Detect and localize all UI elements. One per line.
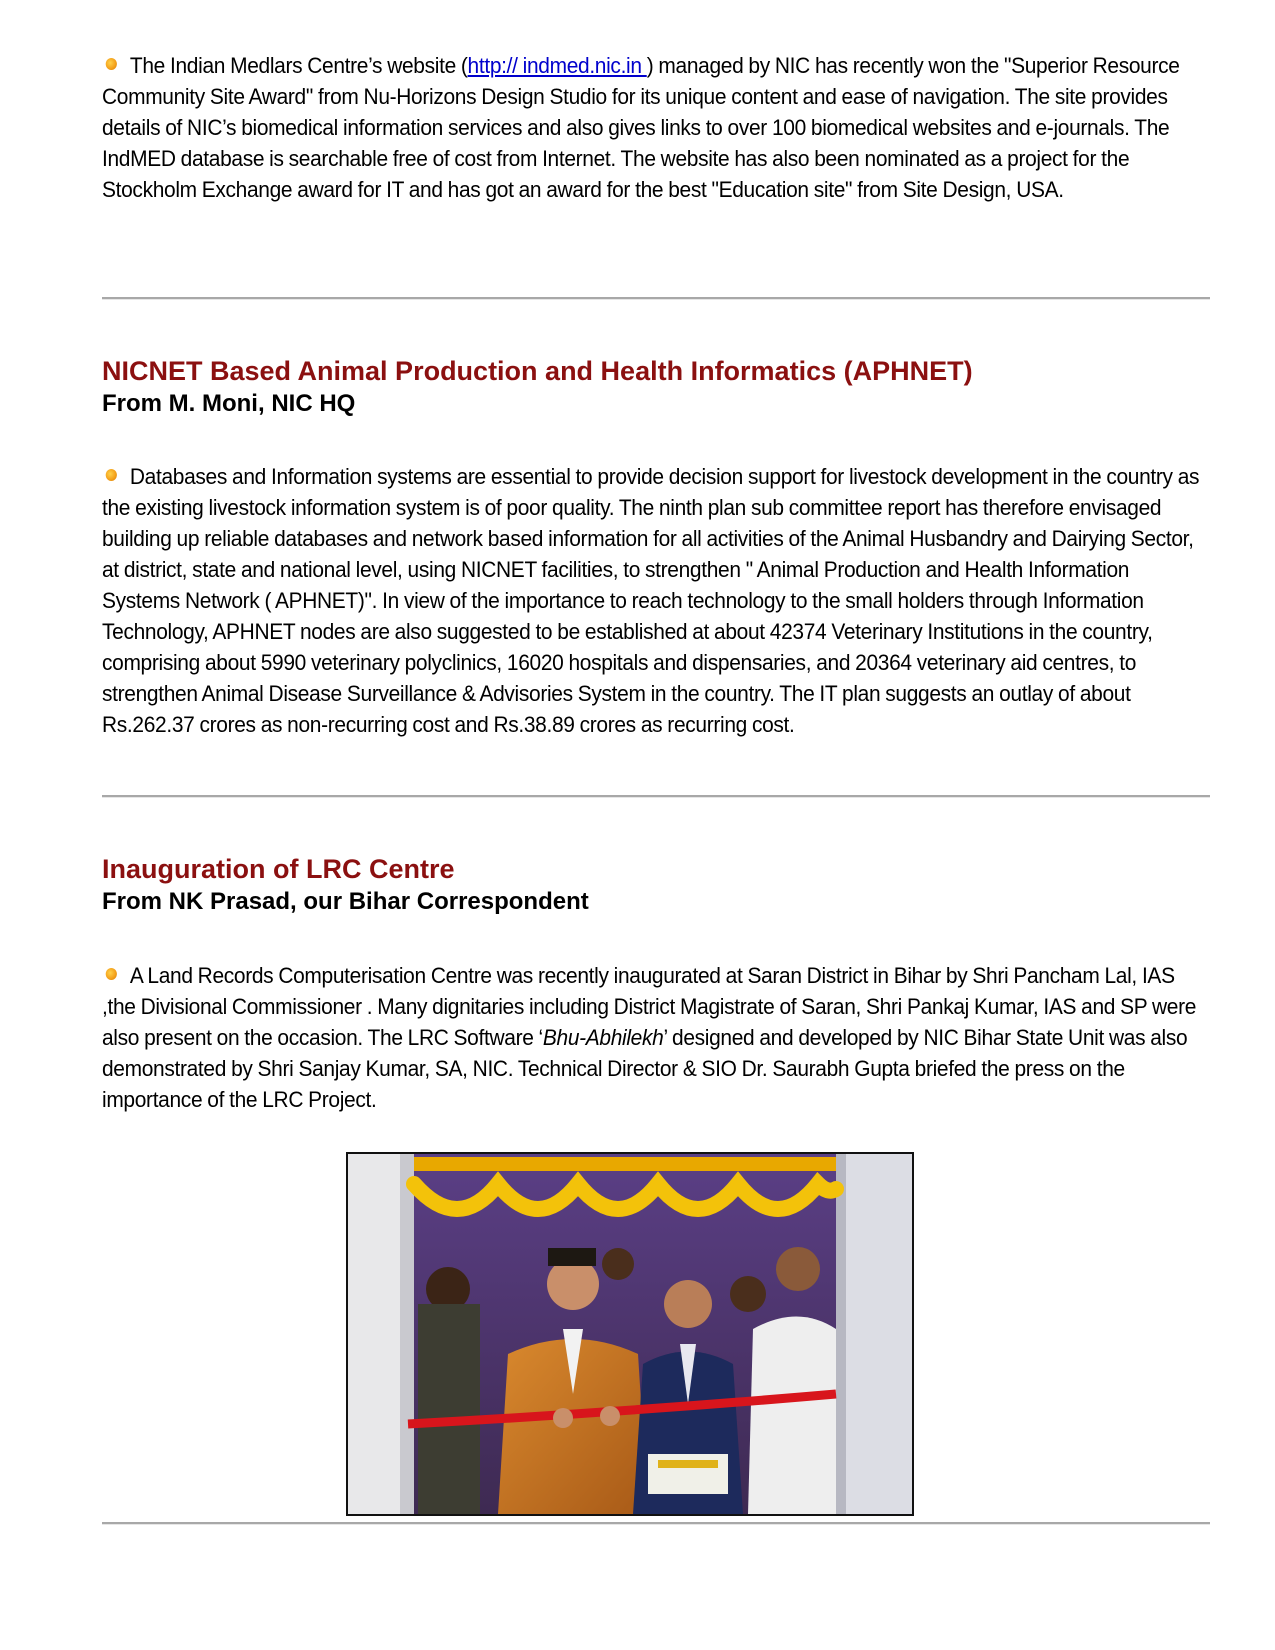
lrc-paragraph — [102, 960, 1211, 1115]
indmed-text-start: The Indian Medlars Centre’s website ( — [129, 53, 468, 78]
aphnet-text: Databases and Information systems are essential to provide decision support for livestock development in the country as the existing livestock information system is of poor quality. The ninth plan sub committee report has therefore envisaged building up reliable databases and network based information for all activities of the Animal Husbandry and Dairying Sector, at district, state and national level, using NICNET facilities, to strengthen " Animal Production and Health Information Systems Network ( APHNET)". In view of the importance to reach technology to the small holders through Information Technology, APHNET nodes are also suggested to be established at about 42374 Veterinary Institutions in the country, comprising about 5990 veterinary polyclinics, 16020 hospitals and dispensaries, and 20364 veterinary aid centres, to strengthen Animal Disease Surveillance & Advisories System in the country. The IT plan suggests an outlay of about Rs.262.37 crores as non-recurring cost and Rs.38.89 crores as recurring cost. — [102, 464, 1200, 737]
lrc-article — [102, 960, 1275, 1115]
aphnet-article — [102, 461, 1275, 740]
section-divider — [102, 297, 1210, 300]
indmed-article — [102, 50, 1275, 205]
lrc-text-rest: ’ designed and developed by NIC Bihar State Unit was also demonstrated by Shri Sanjay Kumar, SA, NIC. Technical Director & SIO Dr. Saurabh Gupta briefed the press on the importance of the LRC Project. — [102, 1025, 1188, 1112]
section-divider — [102, 795, 1210, 798]
indmed-paragraph — [102, 50, 1211, 205]
orange-bullet-icon — [106, 469, 117, 481]
inauguration-photo-illustration — [348, 1154, 912, 1514]
section-divider — [102, 1522, 1210, 1525]
bhu-abhilekh-software-name: Bhu-Abhilekh — [542, 1025, 664, 1050]
inauguration-photo — [346, 1152, 914, 1516]
aphnet-byline: From M. Moni, NIC HQ — [102, 390, 356, 417]
lrc-byline: From NK Prasad, our Bihar Correspondent — [102, 888, 589, 915]
indmed-website-link[interactable]: http:// indmed.nic.in — [467, 53, 647, 78]
aphnet-heading: NICNET Based Animal Production and Health Informatics (APHNET) — [102, 356, 973, 386]
indmed-text-rest: ) managed by NIC has recently won the "Superior Resource Community Site Award" from Nu-Horizons Design Studio for its unique content and ease of navigation. The site provides details of NIC’s biomedical information services and also gives links to over 100 biomedical websites and e-journals. The IndMED database is searchable free of cost from Internet. The website has also been nominated as a project for the Stockholm Exchange award for IT and has got an award for the best "Education site" from Site Design, USA. — [102, 53, 1180, 202]
lrc-text-start: A Land Records Computerisation Centre was recently inaugurated at Saran District in Bihar by Shri Pancham Lal, IAS ,the Divisional Commissioner . Many dignitaries including District Magistrate of Saran, Shri Pankaj Kumar, IAS and SP were also present on the occasion. The LRC Software ‘ — [102, 963, 1197, 1050]
aphnet-paragraph — [102, 461, 1211, 740]
orange-bullet-icon — [106, 58, 117, 70]
lrc-heading: Inauguration of LRC Centre — [102, 854, 455, 884]
orange-bullet-icon — [106, 968, 117, 980]
